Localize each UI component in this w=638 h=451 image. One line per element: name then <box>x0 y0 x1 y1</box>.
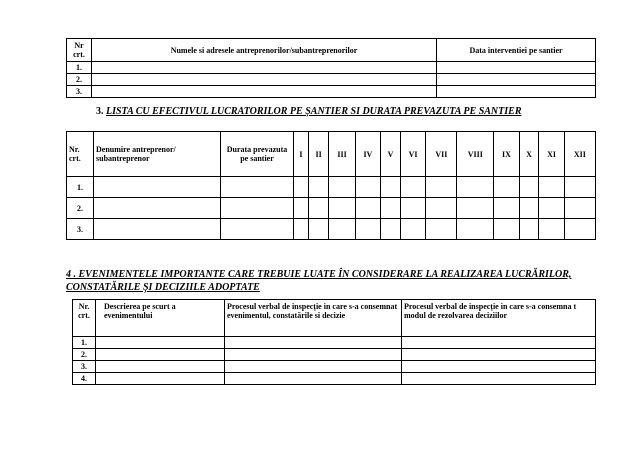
row-number: 3. <box>73 361 96 373</box>
name-cell[interactable] <box>92 74 437 86</box>
table-row <box>67 177 596 198</box>
table-row <box>73 361 596 373</box>
cell[interactable] <box>225 337 402 349</box>
cell[interactable] <box>225 361 402 373</box>
cell[interactable] <box>494 177 519 198</box>
cell[interactable] <box>308 219 329 240</box>
table-header-row <box>73 300 596 337</box>
cell[interactable] <box>355 219 380 240</box>
cell[interactable] <box>94 198 221 219</box>
cell[interactable] <box>400 177 425 198</box>
header-contractor: Denumire antreprenor/ subantreprenor <box>94 132 221 177</box>
row-number: 3. <box>67 219 94 240</box>
cell[interactable] <box>564 177 595 198</box>
cell[interactable] <box>402 361 596 373</box>
workforce-table <box>66 131 596 240</box>
cell[interactable] <box>426 198 457 219</box>
table-row <box>67 86 596 98</box>
row-number: 1. <box>73 337 96 349</box>
cell[interactable] <box>494 198 519 219</box>
header-names: Numele si adresele antreprenorilor/subantreprenorilor <box>92 39 437 62</box>
cell[interactable] <box>294 177 309 198</box>
header-month-x: X <box>519 132 539 177</box>
cell[interactable] <box>381 219 401 240</box>
cell[interactable] <box>96 373 225 385</box>
cell[interactable] <box>457 177 494 198</box>
section-3-number: 3. <box>96 106 104 117</box>
row-number: 3. <box>67 86 92 98</box>
cell[interactable] <box>457 198 494 219</box>
date-cell[interactable] <box>437 62 596 74</box>
header-resolution-record: Procesul verbal de inspecție in care s-a consemna t modul de rezolvarea deciziilor <box>402 300 596 337</box>
header-month-vii: VII <box>426 132 457 177</box>
cell[interactable] <box>329 219 355 240</box>
table-row <box>67 62 596 74</box>
cell[interactable] <box>519 219 539 240</box>
table-row <box>67 198 596 219</box>
table-header-row <box>67 132 596 177</box>
cell[interactable] <box>294 219 309 240</box>
cell[interactable] <box>400 198 425 219</box>
cell[interactable] <box>329 177 355 198</box>
cell[interactable] <box>308 177 329 198</box>
row-number: 1. <box>67 177 94 198</box>
header-month-xii: XII <box>564 132 595 177</box>
cell[interactable] <box>308 198 329 219</box>
cell[interactable] <box>426 177 457 198</box>
header-month-viii: VIII <box>457 132 494 177</box>
cell[interactable] <box>94 177 221 198</box>
cell[interactable] <box>426 219 457 240</box>
cell[interactable] <box>221 219 294 240</box>
header-month-ix: IX <box>494 132 519 177</box>
events-table <box>72 299 596 385</box>
header-month-v: V <box>381 132 401 177</box>
cell[interactable] <box>457 219 494 240</box>
name-cell[interactable] <box>92 62 437 74</box>
cell[interactable] <box>355 177 380 198</box>
cell[interactable] <box>225 349 402 361</box>
header-month-iv: IV <box>355 132 380 177</box>
header-nr-crt: Nr. crt. <box>67 132 94 177</box>
cell[interactable] <box>539 177 564 198</box>
name-cell[interactable] <box>92 86 437 98</box>
row-number: 2. <box>67 74 92 86</box>
header-duration: Durata prevazuta pe santier <box>221 132 294 177</box>
row-number: 1. <box>67 62 92 74</box>
cell[interactable] <box>402 373 596 385</box>
header-date: Data interventiei pe santier <box>437 39 596 62</box>
cell[interactable] <box>564 198 595 219</box>
section-3-title: LISTA CU EFECTIVUL LUCRATORILOR PE ȘANTIER SI DURATA PREVAZUTA PE SANTIER <box>106 106 522 117</box>
cell[interactable] <box>381 177 401 198</box>
cell[interactable] <box>96 361 225 373</box>
header-month-iii: III <box>329 132 355 177</box>
cell[interactable] <box>96 349 225 361</box>
section-3-heading <box>96 106 522 117</box>
row-number: 2. <box>67 198 94 219</box>
cell[interactable] <box>402 337 596 349</box>
table-row <box>73 349 596 361</box>
date-cell[interactable] <box>437 86 596 98</box>
header-month-vi: VI <box>400 132 425 177</box>
cell[interactable] <box>519 177 539 198</box>
cell[interactable] <box>519 198 539 219</box>
cell[interactable] <box>564 219 595 240</box>
header-month-xi: XI <box>539 132 564 177</box>
cell[interactable] <box>225 373 402 385</box>
cell[interactable] <box>539 219 564 240</box>
cell[interactable] <box>221 198 294 219</box>
cell[interactable] <box>294 198 309 219</box>
header-description: Descrierea pe scurt a evenimentului <box>96 300 225 337</box>
row-number: 4. <box>73 373 96 385</box>
header-month-ii: II <box>308 132 329 177</box>
table-row <box>73 337 596 349</box>
table-row <box>73 373 596 385</box>
header-nr-crt: Nr. crt. <box>73 300 96 337</box>
header-nr-crt: Nr crt. <box>67 39 92 62</box>
header-month-i: I <box>294 132 309 177</box>
table-header-row <box>67 39 596 62</box>
table-row <box>67 219 596 240</box>
header-inspection-record: Procesul verbal de inspecție in care s-a consemnat evenimentul, constatările si decizie <box>225 300 402 337</box>
cell[interactable] <box>400 219 425 240</box>
cell[interactable] <box>94 219 221 240</box>
cell[interactable] <box>381 198 401 219</box>
cell[interactable] <box>355 198 380 219</box>
cell[interactable] <box>402 349 596 361</box>
cell[interactable] <box>221 177 294 198</box>
date-cell[interactable] <box>437 74 596 86</box>
cell[interactable] <box>539 198 564 219</box>
row-number: 2. <box>73 349 96 361</box>
section-4-heading: 4 . EVENIMENTELE IMPORTANTE CARE TREBUIE LUATE ÎN CONSIDERARE LA REALIZAREA LUCRĂRILOR, CONSTATĂRILE ŞI DECIZIILE ADOPTATE <box>66 269 572 293</box>
table-row <box>67 74 596 86</box>
cell[interactable] <box>96 337 225 349</box>
cell[interactable] <box>329 198 355 219</box>
cell[interactable] <box>494 219 519 240</box>
interventions-table <box>66 38 596 98</box>
